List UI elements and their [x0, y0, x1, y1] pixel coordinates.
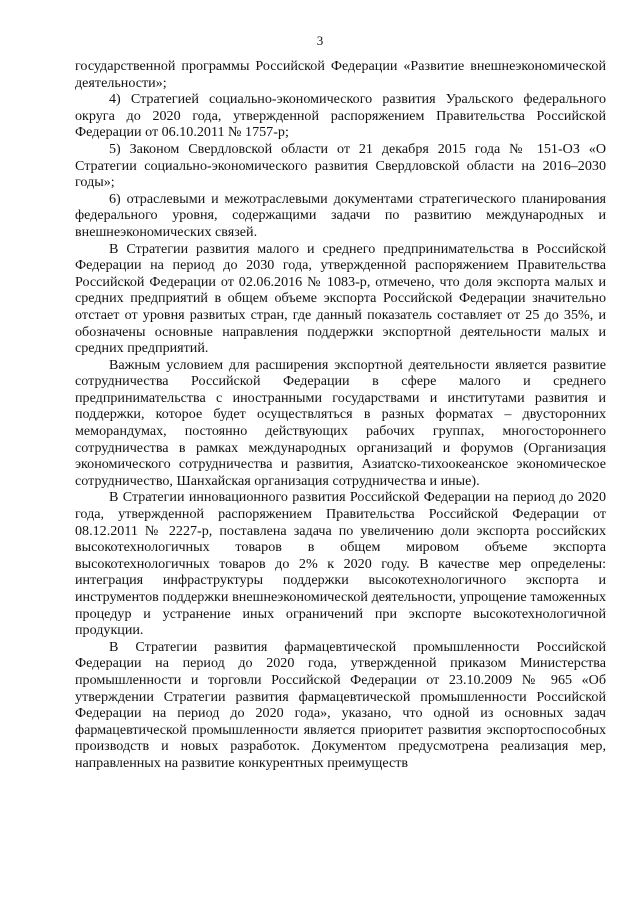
document-body — [75, 58, 606, 772]
paragraph-continuation: государственной программы Российской Федерации «Развитие внешнеэкономической деятельности»; — [75, 58, 606, 91]
paragraph-export-cooperation: Важным условием для расширения экспортной деятельности является развитие сотрудничества Российской Федерации в сфере малого и среднего предпринимательства с иностранными государствами и институтами развития и поддержки, которое будет осуществляться в разных форматах – двусторонних меморандумах, постоянно действующих рабочих группах, многостороннего сотрудничества в рамках международных организаций и форумов (Организация экономического сотрудничества и развития, Азиатско-тихоокеанское экономическое сотрудничество, Шанхайская организация сотрудничества и иные). — [75, 356, 606, 489]
list-item-6: 6) отраслевыми и межотраслевыми документами стратегического планирования федерального уровня, содержащими задачи по развитию международных и внешнеэкономических связей. — [75, 190, 606, 240]
paragraph-innovation-strategy: В Стратегии инновационного развития Российской Федерации на период до 2020 года, утвержденной распоряжением Правительства Российской Федерации от 08.12.2011 № 2227-р, поставлена задача по увеличению доли экспорта российских высокотехнологичных товаров в общем мировом объеме экспорта высокотехнологичных товаров до 2% к 2020 году. В качестве мер определены: интеграция инфраструктуры поддержки высокотехнологичного экспорта и инструментов поддержки внешнеэкономической деятельности, упрощение таможенных процедур и устранение иных ограничений при экспорте высокотехнологичной продукции. — [75, 489, 606, 639]
paragraph-pharma-strategy: В Стратегии развития фармацевтической промышленности Российской Федерации на период до 2020 года, утвержденной приказом Министерства промышленности и торговли Российской Федерации от 23.10.2009 № 965 «Об утверждении Стратегии развития фармацевтической промышленности Российской Федерации на период до 2020 года», указано, что одной из основных задач фармацевтической промышленности является приоритет развития экспортоспособных производств и новых разработок. Документом предусмотрена реализация мер, направленных на развитие конкурентных преимуществ — [75, 638, 606, 771]
list-item-4: 4) Стратегией социально-экономического развития Уральского федерального округа до 2020 года, утвержденной распоряжением Правительства Российской Федерации от 06.10.2011 № 1757-р; — [75, 91, 606, 141]
paragraph-sme-strategy: В Стратегии развития малого и среднего предпринимательства в Российской Федерации на период до 2030 года, утвержденной распоряжением Правительства Российской Федерации от 02.06.2016 № 1083-р, отмечено, что доля экспорта малых и средних предприятий в общем объеме экспорта Российской Федерации значительно отстает от уровня развитых стран, где данный показатель составляет от 25 до 35%, и обозначены основные направления поддержки экспортной деятельности малых и средних предприятий. — [75, 240, 606, 357]
page-number: 3 — [316, 33, 324, 48]
list-item-5: 5) Законом Свердловской области от 21 декабря 2015 года № 151-ОЗ «О Стратегии социально-экономического развития Свердловской области на 2016–2030 годы»; — [75, 140, 606, 191]
